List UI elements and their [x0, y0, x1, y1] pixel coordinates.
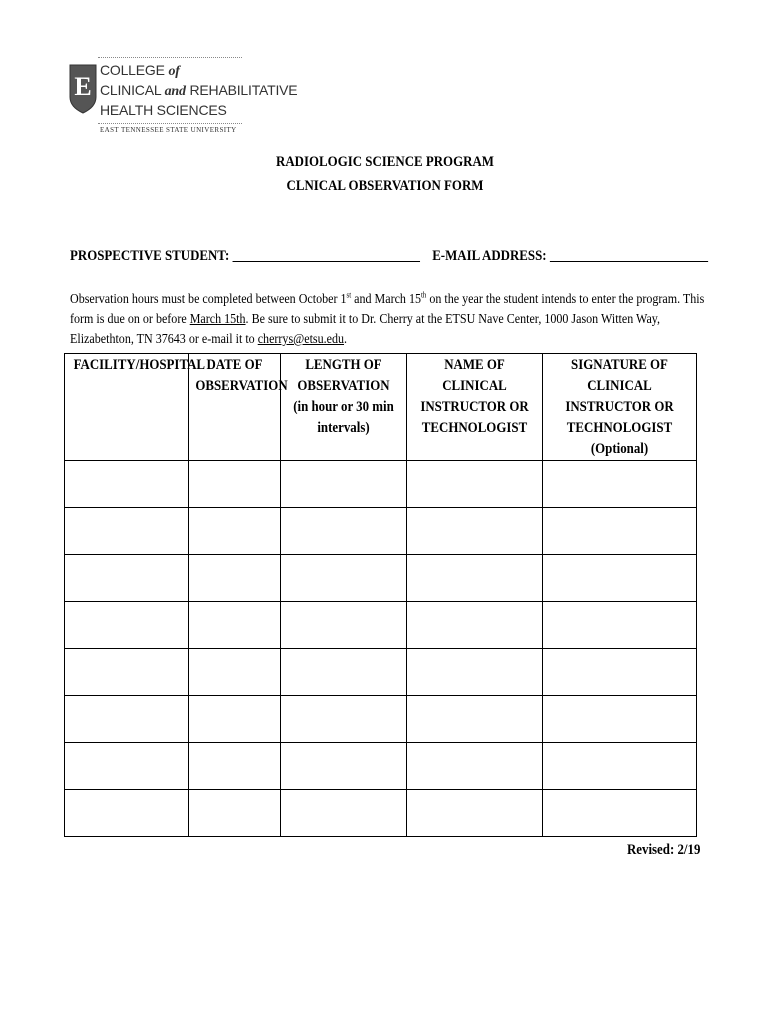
logo-line1: COLLEGE — [100, 62, 165, 78]
logo-line2a: CLINICAL — [100, 82, 161, 98]
logo-of: of — [168, 64, 180, 79]
student-info-row — [70, 247, 708, 265]
cell-instructor-name[interactable] — [407, 790, 543, 837]
cell-length[interactable] — [281, 743, 407, 790]
table-row — [65, 649, 697, 696]
cell-length[interactable] — [281, 508, 407, 555]
cell-date[interactable] — [189, 649, 281, 696]
cell-instructor-name[interactable] — [407, 555, 543, 602]
due-date: March 15th — [189, 312, 246, 327]
header-facility: FACILITY/HOSPITAL — [65, 354, 189, 461]
shield-letter: E — [74, 72, 92, 101]
etsu-shield-icon — [68, 63, 98, 115]
email-field[interactable] — [550, 247, 708, 262]
observation-table — [64, 353, 697, 837]
logo-and: and — [164, 84, 186, 99]
table-row — [65, 696, 697, 743]
cell-facility[interactable] — [65, 555, 189, 602]
cell-date[interactable] — [189, 790, 281, 837]
cell-date[interactable] — [189, 508, 281, 555]
revised-date: Revised: 2/19 — [626, 842, 700, 858]
cell-length[interactable] — [281, 790, 407, 837]
logo-university: EAST TENNESSEE STATE UNIVERSITY — [100, 126, 237, 134]
cell-date[interactable] — [189, 743, 281, 790]
cell-signature[interactable] — [543, 790, 697, 837]
student-label: PROSPECTIVE STUDENT: — [70, 248, 230, 264]
cell-signature[interactable] — [543, 555, 697, 602]
logo-rule-top — [98, 57, 242, 58]
cell-facility[interactable] — [65, 461, 189, 508]
cell-length[interactable] — [281, 461, 407, 508]
table-row — [65, 790, 697, 837]
program-title: RADIOLOGIC SCIENCE PROGRAM — [276, 154, 494, 170]
cell-signature[interactable] — [543, 461, 697, 508]
logo-text — [100, 61, 297, 119]
cell-instructor-name[interactable] — [407, 649, 543, 696]
logo-line2b: REHABILITATIVE — [189, 82, 298, 98]
table-body — [65, 461, 697, 837]
form-title: CLNICAL OBSERVATION FORM — [286, 178, 484, 194]
table-header-row — [65, 354, 697, 461]
logo-line3: HEALTH SCIENCES — [100, 102, 227, 118]
table-row — [65, 555, 697, 602]
table-row — [65, 461, 697, 508]
cell-date[interactable] — [189, 461, 281, 508]
student-name-field[interactable] — [233, 247, 420, 262]
cell-facility[interactable] — [65, 743, 189, 790]
cell-instructor-name[interactable] — [407, 696, 543, 743]
table-row — [65, 602, 697, 649]
cell-signature[interactable] — [543, 696, 697, 743]
cell-signature[interactable] — [543, 743, 697, 790]
cell-signature[interactable] — [543, 649, 697, 696]
cell-length[interactable] — [281, 602, 407, 649]
logo-rule-bottom — [98, 123, 242, 124]
email-link[interactable]: cherrys@etsu.edu — [257, 332, 345, 347]
cell-instructor-name[interactable] — [407, 743, 543, 790]
cell-date[interactable] — [189, 696, 281, 743]
instructions — [70, 290, 705, 350]
cell-length[interactable] — [281, 555, 407, 602]
header-instructor-name: NAME OF CLINICAL INSTRUCTOR OR TECHNOLOGIST — [407, 354, 543, 461]
cell-instructor-name[interactable] — [407, 508, 543, 555]
header-length: LENGTH OF OBSERVATION (in hour or 30 min intervals) — [281, 354, 407, 461]
cell-date[interactable] — [189, 602, 281, 649]
cell-length[interactable] — [281, 696, 407, 743]
cell-instructor-name[interactable] — [407, 461, 543, 508]
cell-signature[interactable] — [543, 508, 697, 555]
cell-facility[interactable] — [65, 790, 189, 837]
cell-signature[interactable] — [543, 602, 697, 649]
header-date: DATE OF OBSERVATION — [189, 354, 281, 461]
table-row — [65, 508, 697, 555]
cell-facility[interactable] — [65, 508, 189, 555]
college-logo — [66, 57, 298, 139]
instructions-text: Observation hours must be completed between October 1st and March 15th on the year the student intends to enter the program. This form is due on or before March 15th. Be sure to submit it to Dr. Cherry at the ETSU Nave Center, 1000 Jason Witten Way, Elizabethton, TN 37643 or e-mail it to cherrys@etsu.edu. — [70, 290, 705, 347]
cell-date[interactable] — [189, 555, 281, 602]
cell-length[interactable] — [281, 649, 407, 696]
cell-facility[interactable] — [65, 696, 189, 743]
header-signature: SIGNATURE OF CLINICAL INSTRUCTOR OR TECHNOLOGIST (Optional) — [543, 354, 697, 461]
email-label: E-MAIL ADDRESS: — [432, 248, 547, 264]
cell-facility[interactable] — [65, 602, 189, 649]
cell-facility[interactable] — [65, 649, 189, 696]
table-row — [65, 743, 697, 790]
cell-instructor-name[interactable] — [407, 602, 543, 649]
